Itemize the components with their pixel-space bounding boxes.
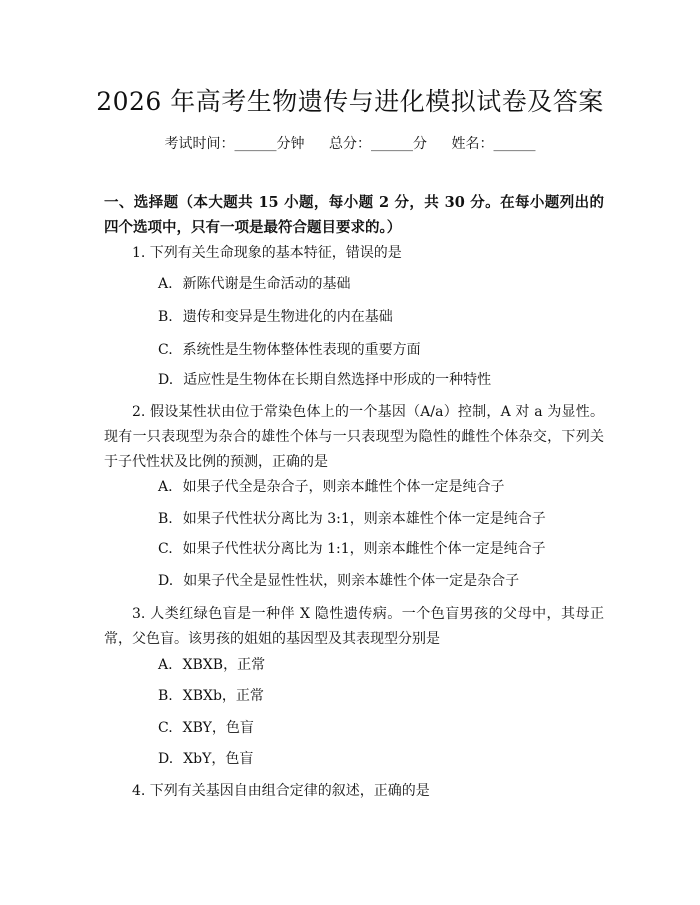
option-letter: A. bbox=[158, 276, 173, 292]
question-1-option-b bbox=[158, 307, 393, 327]
exam-time-field: 考试时间：______分钟 bbox=[164, 136, 305, 152]
option-letter: D. bbox=[158, 751, 174, 767]
option-letter: B. bbox=[158, 511, 173, 527]
option-text: XbY，色盲 bbox=[183, 751, 254, 767]
option-text: 如果子代全是杂合子，则亲本雌性个体一定是纯合子 bbox=[182, 479, 505, 495]
option-letter: A. bbox=[158, 657, 173, 673]
question-3-option-b bbox=[158, 686, 264, 706]
total-score-field: 总分：______分 bbox=[329, 136, 427, 152]
option-text: XBXB，正常 bbox=[182, 657, 266, 673]
question-3-option-c bbox=[158, 718, 254, 738]
question-1: 1. 下列有关生命现象的基本特征，错误的是 bbox=[132, 245, 402, 261]
option-letter: C. bbox=[158, 342, 173, 358]
question-4: 4. 下列有关基因自由组合定律的叙述，正确的是 bbox=[132, 783, 430, 799]
question-3-option-d bbox=[158, 749, 253, 769]
option-text: XBY，色盲 bbox=[182, 720, 254, 736]
question-2-option-d bbox=[158, 571, 519, 591]
option-letter: A. bbox=[158, 479, 173, 495]
option-letter: B. bbox=[158, 688, 173, 704]
option-letter: D. bbox=[158, 372, 174, 388]
option-text: 适应性是生物体在长期自然选择中形成的一种特性 bbox=[183, 372, 492, 388]
option-text: 新陈代谢是生命活动的基础 bbox=[182, 276, 351, 292]
question-2-option-c bbox=[158, 539, 546, 559]
question-3-option-a bbox=[158, 655, 265, 675]
option-letter: C. bbox=[158, 720, 173, 736]
question-1-option-a bbox=[158, 274, 351, 294]
option-text: XBXb，正常 bbox=[182, 688, 264, 704]
exam-meta bbox=[0, 133, 700, 153]
option-letter: B. bbox=[158, 309, 173, 325]
question-1-option-d bbox=[158, 370, 491, 390]
option-text: 系统性是生物体整体性表现的重要方面 bbox=[182, 342, 421, 358]
section-heading: 一、选择题（本大题共 15 小题，每小题 2 分，共 30 分。在每小题列出的四个选项中，只有一项是最符合题目要求的。） bbox=[104, 194, 604, 236]
question-2-option-b bbox=[158, 509, 546, 529]
option-letter: D. bbox=[158, 573, 174, 589]
question-1-option-c bbox=[158, 340, 421, 360]
option-text: 如果子代性状分离比为 1:1，则亲本雌性个体一定是纯合子 bbox=[182, 541, 546, 557]
option-text: 遗传和变异是生物进化的内在基础 bbox=[182, 309, 393, 325]
option-text: 如果子代性状分离比为 3:1，则亲本雄性个体一定是纯合子 bbox=[182, 511, 546, 527]
option-letter: C. bbox=[158, 541, 173, 557]
option-text: 如果子代全是显性性状，则亲本雄性个体一定是杂合子 bbox=[183, 573, 520, 589]
name-field: 姓名：______ bbox=[451, 136, 536, 152]
page-title: 2026 年高考生物遗传与进化模拟试卷及答案 bbox=[96, 87, 604, 116]
question-2: 2. 假设某性状由位于常染色体上的一个基因（A/a）控制，A 对 a 为显性。现有一只表现型为杂合的雄性个体与一只表现型为隐性的雌性个体杂交，下列关于子代性状及比例的预测，正确的是 bbox=[104, 404, 604, 470]
question-2-option-a bbox=[158, 477, 505, 497]
question-3: 3. 人类红绿色盲是一种伴 X 隐性遗传病。一个色盲男孩的父母中，其母正常，父色盲。该男孩的姐姐的基因型及其表现型分别是 bbox=[104, 606, 604, 647]
